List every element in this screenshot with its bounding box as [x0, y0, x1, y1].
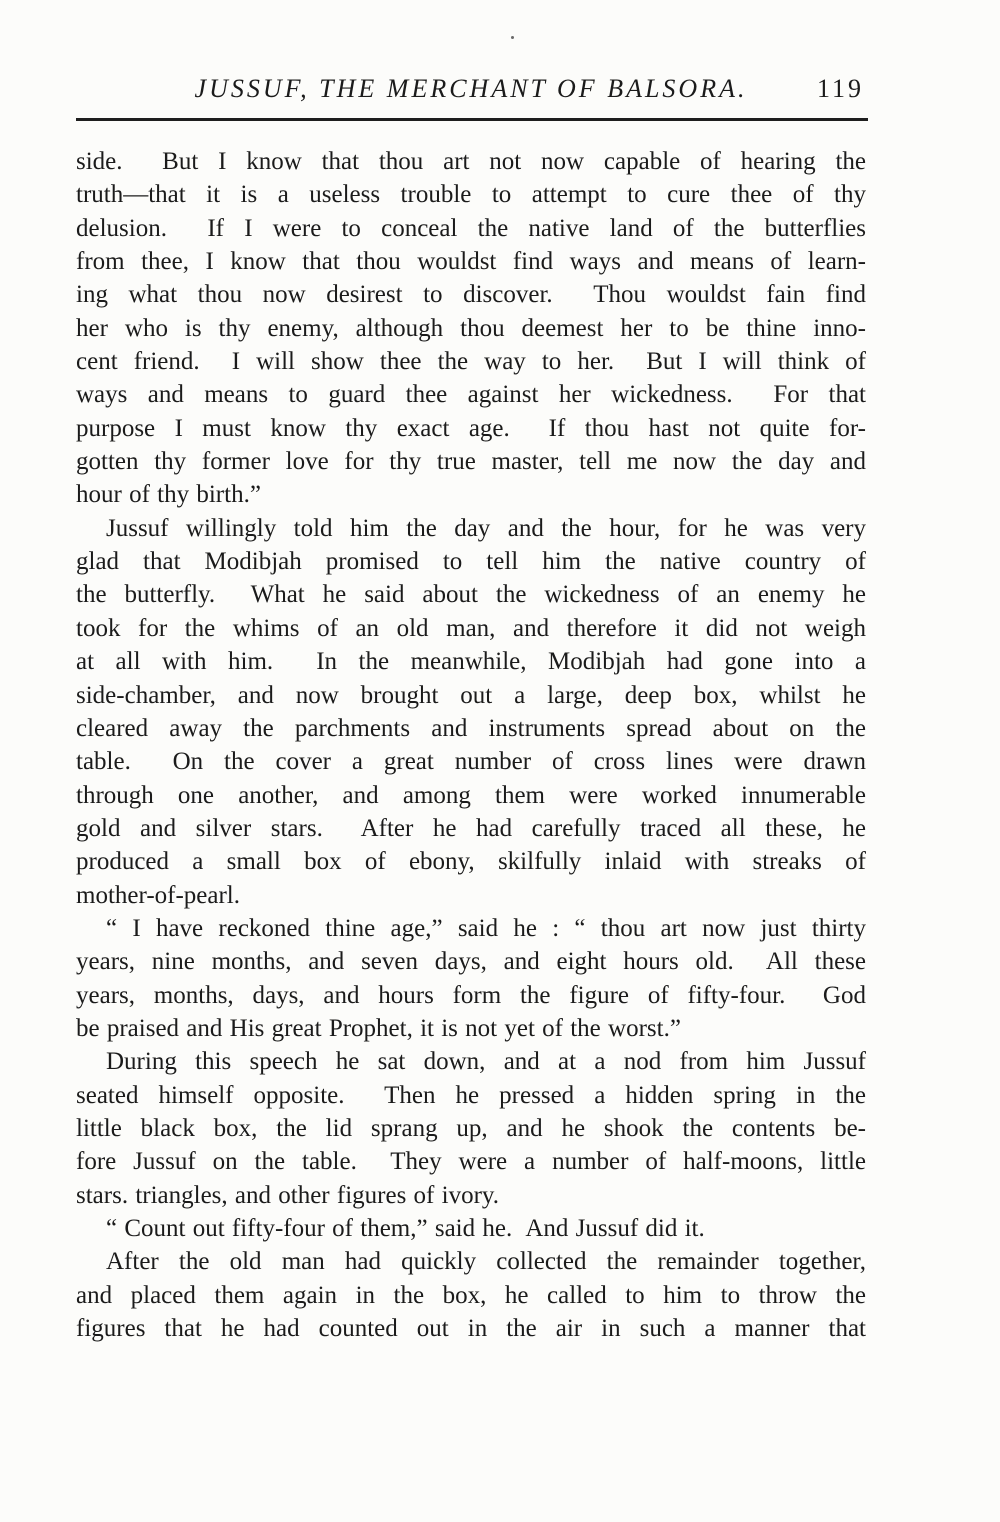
text-line: mother-of-pearl.	[76, 881, 241, 909]
text-line: years, months, days, and hours form the figure of fifty-four. God	[76, 981, 866, 1009]
text-line: cleared away the parchments and instruments spread about on the	[76, 714, 866, 742]
text-line: fore Jussuf on the table. They were a number of half-moons, little	[76, 1148, 866, 1176]
paragraph	[76, 912, 866, 1045]
page-number: 119	[816, 74, 864, 103]
text-line: years, nine months, and seven days, and eight hours old. All these	[76, 948, 866, 976]
scan-speck	[511, 36, 514, 39]
text-line: “ I have reckoned thine age,” said he : “ thou art now just thirty	[106, 914, 866, 942]
text-line: little black box, the lid sprang up, and he shook the contents be-	[76, 1114, 866, 1142]
text-line: be praised and His great Prophet, it is not yet of the worst.”	[76, 1014, 681, 1042]
header-rule	[76, 118, 868, 121]
running-header-title: JUSSUF, THE MERCHANT OF BALSORA.	[194, 74, 748, 103]
paragraph	[76, 1212, 866, 1245]
text-line: hour of thy birth.”	[76, 481, 261, 509]
paragraph	[76, 512, 866, 912]
text-line: glad that Modibjah promised to tell him the native country of	[76, 548, 866, 576]
text-line: gold and silver stars. After he had carefully traced all these, he	[76, 814, 866, 842]
text-line: table. On the cover a great number of cross lines were drawn	[76, 748, 866, 776]
text-line: side. But I know that thou art not now capable of hearing the	[76, 148, 866, 175]
paragraph	[76, 1045, 866, 1212]
text-line: through one another, and among them were worked innumerable	[76, 781, 866, 809]
text-line: and placed them again in the box, he called to him to throw the	[76, 1281, 866, 1309]
text-line: stars. triangles, and other figures of ivory.	[76, 1181, 500, 1209]
text-line: ing what thou now desirest to discover. Thou wouldst fain find	[76, 281, 866, 309]
text-line: side-chamber, and now brought out a large, deep box, whilst he	[76, 681, 866, 709]
text-line: Jussuf willingly told him the day and the hour, for he was very	[106, 514, 866, 542]
text-line: from thee, I know that thou wouldst find ways and means of learn-	[76, 248, 866, 276]
text-line: seated himself opposite. Then he pressed a hidden spring in the	[76, 1081, 866, 1109]
text-line: delusion. If I were to conceal the native land of the butterflies	[76, 214, 866, 242]
text-line: After the old man had quickly collected the remainder together,	[106, 1248, 866, 1276]
text-line: ways and means to guard thee against her wickedness. For that	[76, 381, 866, 409]
page-body	[76, 145, 866, 1345]
text-line: produced a small box of ebony, skilfully inlaid with streaks of	[76, 848, 866, 876]
text-line: purpose I must know thy exact age. If thou hast not quite for-	[76, 414, 866, 442]
text-line: the butterfly. What he said about the wickedness of an enemy he	[76, 581, 866, 609]
text-line: truth—that it is a useless trouble to attempt to cure thee of thy	[76, 181, 866, 209]
text-line: cent friend. I will show thee the way to her. But I will think of	[76, 348, 866, 376]
text-line: took for the whims of an old man, and therefore it did not weigh	[76, 614, 866, 642]
paragraph	[76, 145, 866, 512]
text-line: at all with him. In the meanwhile, Modibjah had gone into a	[76, 648, 866, 676]
text-line: her who is thy enemy, although thou deemest her to be thine inno-	[76, 314, 866, 342]
text-line: During this speech he sat down, and at a nod from him Jussuf	[106, 1048, 866, 1076]
paragraph	[76, 1245, 866, 1345]
running-header	[76, 72, 866, 108]
text-line: “ Count out fifty-four of them,” said he. And Jussuf did it.	[106, 1215, 705, 1242]
text-line: figures that he had counted out in the air in such a manner that	[76, 1315, 866, 1343]
text-line: gotten thy former love for thy true master, tell me now the day and	[76, 448, 866, 476]
